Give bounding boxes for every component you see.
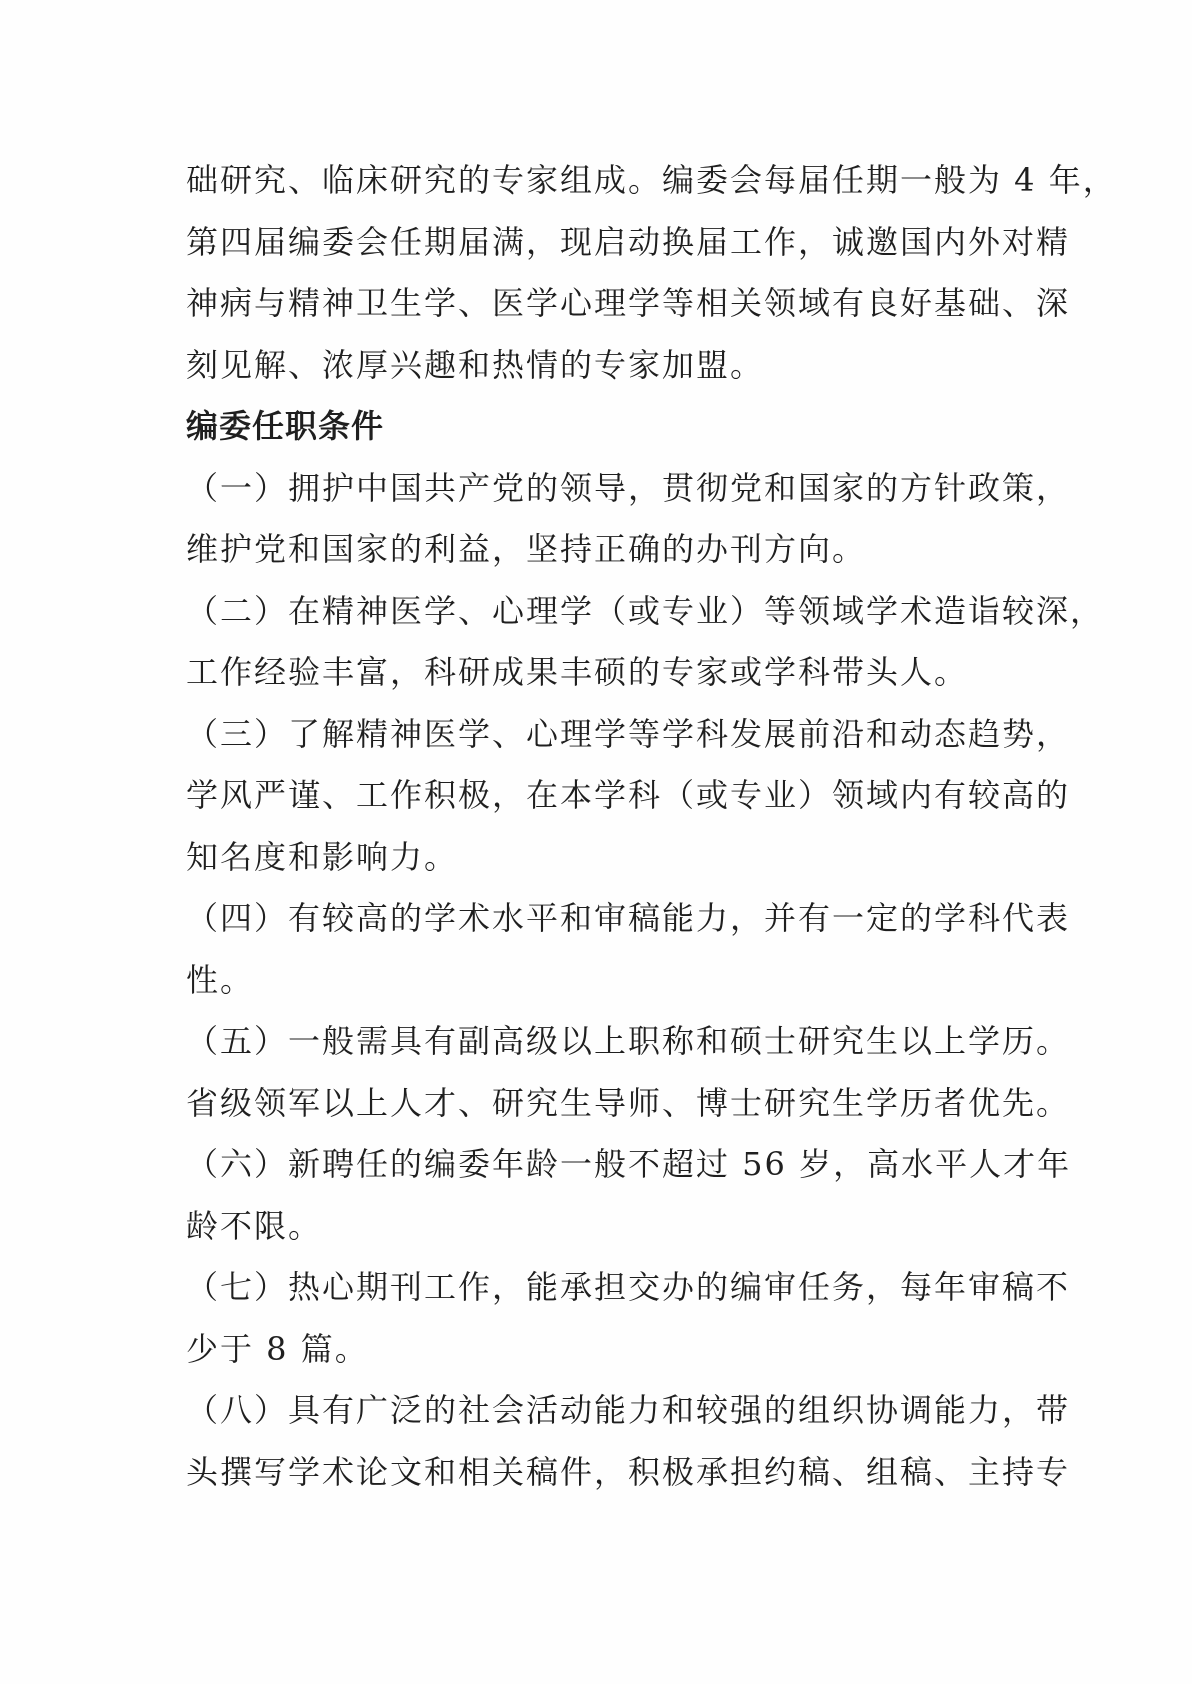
condition-line: 学风严谨、工作积极，在本学科（或专业）领域内有较高的 [186,776,1071,814]
condition-line: 知名度和影响力。 [186,837,459,876]
condition-item-2 [186,581,1105,704]
intro-line: 刻见解、浓厚兴趣和热情的专家加盟。 [186,345,765,384]
condition-item-6 [186,1134,1072,1257]
condition-line: （八）具有广泛的社会活动能力和较强的组织协调能力，带 [186,1391,1071,1429]
condition-line: （七）热心期刊工作，能承担交办的编审任务，每年审稿不 [186,1268,1071,1306]
intro-line: 第四届编委会任期届满，现启动换届工作，诚邀国内外对精 [186,222,1071,261]
condition-line: 工作经验丰富，科研成果丰硕的专家或学科带头人。 [186,653,969,691]
condition-item-7 [186,1257,1071,1380]
condition-line: 少于 8 篇。 [186,1329,369,1368]
condition-line: （五）一般需具有副高级以上职称和硕士研究生以上学历。 [186,1022,1071,1060]
condition-line: 维护党和国家的利益，坚持正确的办刊方向。 [186,530,867,568]
condition-item-4 [186,888,1071,1011]
document-body [186,150,1117,1503]
condition-item-3 [186,704,1071,889]
condition-item-8 [186,1380,1071,1503]
intro-line: 础研究、临床研究的专家组成。编委会每届任期一般为 4 年， [186,161,1117,199]
condition-line: 头撰写学术论文和相关稿件，积极承担约稿、组稿、主持专 [186,1452,1071,1491]
condition-item-5 [186,1011,1071,1134]
condition-line: （六）新聘任的编委年龄一般不超过 56 岁，高水平人才年 [186,1145,1072,1183]
condition-line: （三）了解精神医学、心理学等学科发展前沿和动态趋势， [186,714,1071,753]
condition-line: （四）有较高的学术水平和审稿能力，并有一定的学科代表 [186,899,1071,937]
condition-item-1 [186,458,1071,581]
intro-paragraph [186,150,1117,396]
intro-line: 神病与精神卫生学、医学心理学等相关领域有良好基础、深 [186,284,1071,322]
condition-line: （二）在精神医学、心理学（或专业）等领域学术造诣较深， [186,591,1105,630]
condition-line: 性。 [186,960,255,999]
section-heading: 编委任职条件 [186,407,385,445]
condition-line: 龄不限。 [186,1206,323,1245]
condition-line: 省级领军以上人才、研究生导师、博士研究生学历者优先。 [186,1083,1071,1122]
condition-line: （一）拥护中国共产党的领导，贯彻党和国家的方针政策， [186,468,1071,507]
